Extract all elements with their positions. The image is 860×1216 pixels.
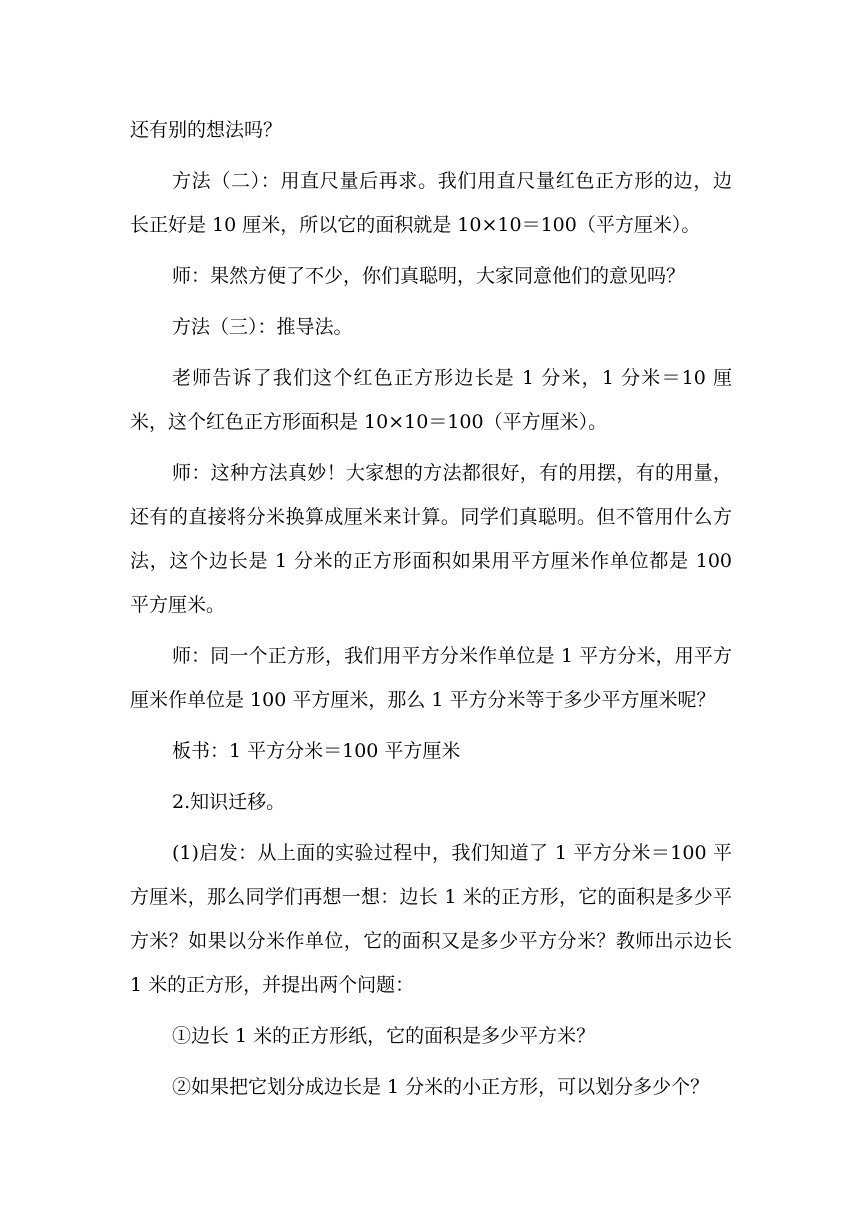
paragraph-method-two: 方法（二）：用直尺量后再求。我们用直尺量红色正方形的边，边长正好是 10 厘米，所以它的面积就是 10×10＝100（平方厘米）。 <box>130 170 732 236</box>
paragraph-question-1: ①边长 1 米的正方形纸，它的面积是多少平方米？ <box>172 1025 596 1047</box>
paragraph-teacher-question: 师：同一个正方形，我们用平方分米作单位是 1 平方分米，用平方厘米作单位是 100 平方厘米，那么 1 平方分米等于多少平方厘米呢？ <box>130 645 732 711</box>
paragraph-inspiration: (1)启发：从上面的实验过程中，我们知道了 1 平方分米＝100 平方厘米，那么同学们再想一想：边长 1 米的正方形，它的面积是多少平方米？如果以分米作单位，它的面积又是多少平方分米？教师出示边长 1 米的正方形，并提出两个问题： <box>130 842 732 996</box>
paragraph-teacher-remark-1: 师：果然方便了不少，你们真聪明，大家同意他们的意见吗？ <box>172 265 686 287</box>
paragraph-section-heading: 2.知识迁移。 <box>172 791 286 813</box>
paragraph-board-writing: 板书：1 平方分米＝100 平方厘米 <box>172 740 461 762</box>
paragraph-continuation: 还有别的想法吗？ <box>130 119 283 141</box>
paragraph-derivation: 老师告诉了我们这个红色正方形边长是 1 分米，1 分米＝10 厘米，这个红色正方形面积是 10×10＝100（平方厘米）。 <box>130 367 732 433</box>
paragraph-question-2: ②如果把它划分成边长是 1 分米的小正方形，可以划分多少个？ <box>172 1076 710 1098</box>
paragraph-method-three: 方法（三）：推导法。 <box>172 316 353 338</box>
paragraph-teacher-remark-2: 师：这种方法真妙！大家想的方法都很好，有的用摆，有的用量，还有的直接将分米换算成厘米来计算。同学们真聪明。但不管用什么方法，这个边长是 1 分米的正方形面积如果用平方厘米作单位都是 100 平方厘米。 <box>130 462 732 616</box>
document-body <box>130 108 732 1116</box>
